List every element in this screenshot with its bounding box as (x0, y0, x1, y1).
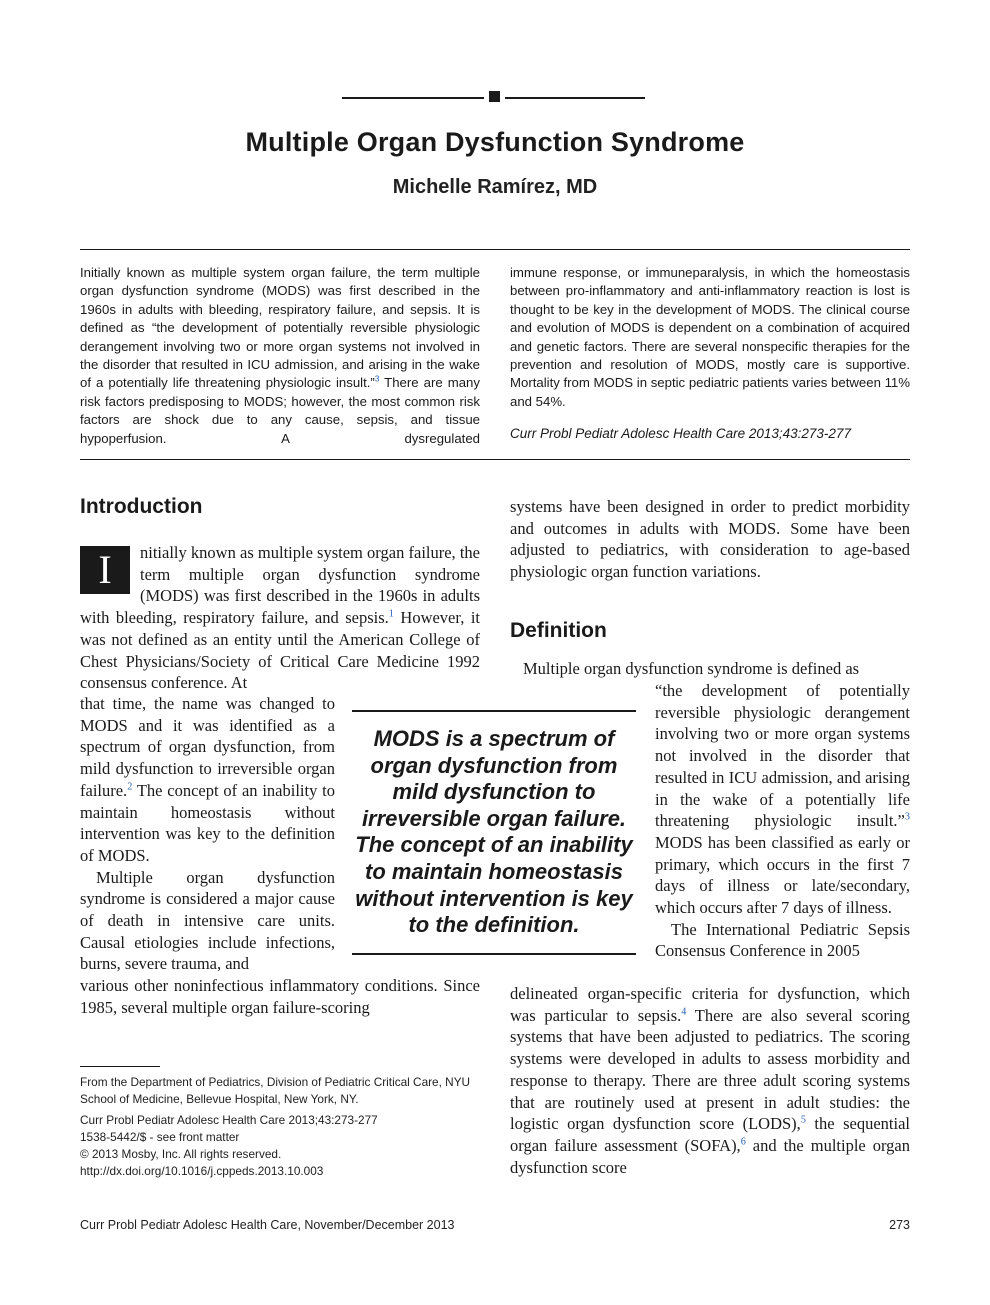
body-text: MODS has been classified as early or primary, which occurs in the first 7 days of illness or late/secondary, which occurs after 7 days of illness. (655, 832, 910, 918)
page-footer-journal: Curr Probl Pediatr Adolesc Health Care, November/December 2013 (80, 1218, 455, 1232)
abstract-text: Initially known as multiple system organ failure, the term multiple organ dysfunction syndrome (MODS) was first described in the 1960s in adults with bleeding, respiratory failure, and sepsis. It is defined as “the development of potentially reversible physiologic derangement involving two or more organ systems not involved in the disorder that resulted in ICU admission, and arising in the wake of a potentially life threatening physiologic insult.” (80, 265, 480, 391)
abstract-column-1 (80, 264, 480, 448)
body-text: Multiple organ dysfunction syndrome is considered a major cause of death in intensive care units. Causal etiologies include infections, burns, severe trauma, and (80, 867, 335, 974)
body-text: The concept of an inability to maintain homeostasis without intervention was key to the definition of MODS. (80, 780, 335, 865)
page-number: 273 (889, 1218, 910, 1232)
title-ornament-line-left (342, 97, 484, 99)
body-text: delineated organ-specific criteria for dysfunction, which was particular to sepsis. (510, 984, 910, 1025)
reference-link[interactable]: 3 (904, 811, 910, 823)
abstract-top-rule (80, 249, 910, 250)
abstract-column-2 (510, 264, 910, 444)
body-text: that time, the name was changed to MODS and it was identified as a spectrum of organ dysfunction, from mild dysfunction to irreversible organ failure. (80, 694, 335, 800)
footnote-doi-link[interactable]: http://dx.doi.org/10.1016/j.cppeds.2013.10.003 (80, 1164, 324, 1179)
abstract-text: There are many risk factors predisposing to MODS; however, the most common risk factors are shock due to any cause, sepsis, and tissue hypoperfusion. A dysregulated (80, 375, 480, 446)
body-text: “the development of potentially reversible physiologic derangement involving two or more organ systems not involved in the disorder that resulted in ICU admission, and arising in the wake of a potentially life threatening physiologic insult.” (655, 681, 910, 831)
body-text: However, it was not defined as an entity until the American College of Chest Physicians/Society of Critical Care Medicine 1992 consensus conference. At (80, 608, 481, 693)
footnote (80, 1074, 480, 1181)
body-text: the sequential organ failure assessment (SOFA), (510, 1114, 910, 1155)
body-text: nitially known as multiple system organ failure, the term multiple organ dysfunction syndrome (MODS) was first described in the 1960s in adults with bleeding, respiratory failure, and sepsis. (80, 543, 480, 628)
footnote-citation: Curr Probl Pediatr Adolesc Health Care 2013;43:273-277 (80, 1112, 378, 1127)
article-author: Michelle Ramírez, MD (392, 176, 598, 198)
footnote-issn: 1538-5442/$ - see front matter (80, 1129, 240, 1144)
abstract-bottom-rule (80, 459, 910, 460)
introduction-paragraph-2-bottom (80, 975, 480, 1018)
body-text: The International Pediatric Sepsis Consensus Conference in 2005 (655, 919, 910, 961)
title-ornament-line-right (505, 97, 645, 99)
footnote-copyright: © 2013 Mosby, Inc. All rights reserved. (80, 1147, 282, 1162)
definition-heading: Definition (510, 619, 607, 642)
reference-link[interactable]: 1 (388, 608, 394, 620)
body-text: and the multiple organ dysfunction score (510, 1135, 910, 1177)
definition-paragraph-2-bottom (510, 983, 910, 1178)
definition-narrow-block (655, 680, 910, 962)
footnote-affiliation: From the Department of Pediatrics, Division of Pediatric Critical Care, NYU School of Medicine, Bellevue Hospital, New York, NY. (80, 1075, 471, 1107)
introduction-paragraph-1-top (80, 542, 480, 694)
pull-quote: MODS is a spectrum of organ dysfunction from mild dysfunction to irreversible organ failure. The concept of an inability to maintain homeostasis without intervention is key to the definition. (352, 710, 636, 955)
article-title: Multiple Organ Dysfunction Syndrome (245, 127, 745, 157)
reference-link[interactable]: 2 (127, 781, 133, 793)
abstract-text: immune response, or immuneparalysis, in which the homeostasis between pro-inflammatory and anti-inflammatory reaction is lost is thought to be key in the development of MODS. The clinical course and evolution of MODS is dependent on a combination of acquired and genetic factors. There are several nonspecific therapies for the prevention and resolution of MODS, mostly care is supportive. Mortality from MODS in septic pediatric patients varies between 11% and 54%. (510, 265, 910, 409)
body-text: various other noninfectious inflammatory conditions. Since 1985, several multiple organ failure-scoring (80, 976, 480, 1017)
footnote-rule (80, 1066, 160, 1067)
reference-link[interactable]: 5 (800, 1114, 806, 1126)
definition-first-line: Multiple organ dysfunction syndrome is defined as (523, 659, 860, 678)
drop-cap: I (80, 546, 130, 594)
introduction-continued: systems have been designed in order to predict morbidity and outcomes in adults with MODS. Some have been adjusted to pediatrics, with consideration to age-based physiologic organ function variations. (510, 497, 910, 582)
reference-link[interactable]: 4 (681, 1006, 687, 1018)
introduction-narrow-block (80, 693, 335, 975)
abstract-citation: Curr Probl Pediatr Adolesc Health Care 2013;43:273-277 (510, 426, 851, 442)
title-ornament-square (489, 91, 500, 102)
reference-link[interactable]: 3 (374, 375, 380, 385)
body-text: There are also several scoring systems that have been adjusted to pediatrics. The scoring systems were developed in adults to assess morbidity and response to therapy. There are three adult scoring systems that are routinely used at present in adult studies: the logistic organ dysfunction score (LODS), (510, 1005, 910, 1134)
reference-link[interactable]: 6 (740, 1136, 746, 1148)
introduction-heading: Introduction (80, 495, 203, 518)
